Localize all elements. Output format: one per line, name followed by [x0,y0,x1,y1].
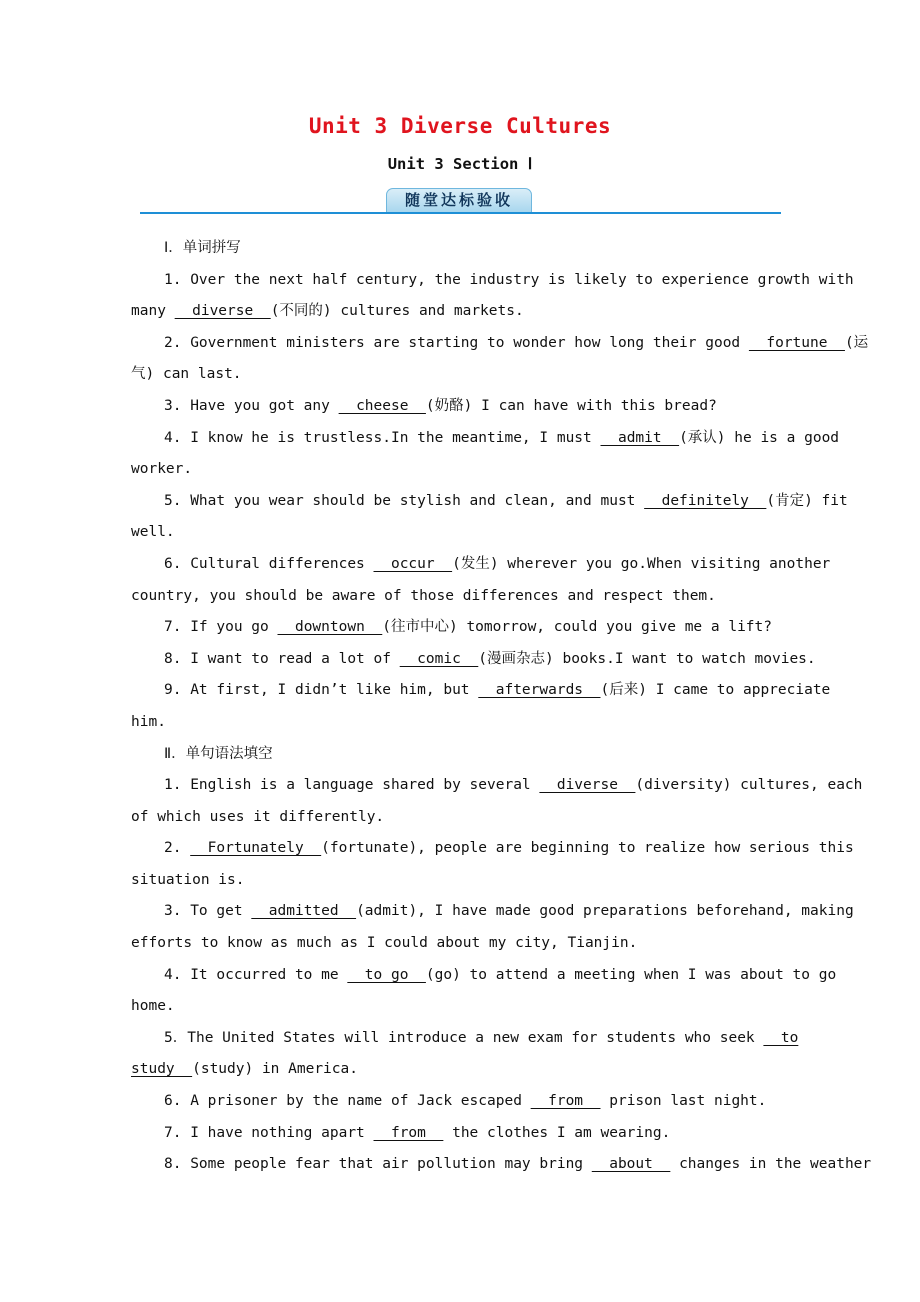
exercise-line [131,486,848,518]
answer-blank: fortune [748,334,845,351]
exercise-content [131,233,872,1181]
exercise-line [131,265,854,297]
document-title: Unit 3 Diverse Cultures [308,114,612,138]
exercise-line [131,1149,872,1181]
banner-tab: 随堂达标验收 [386,188,532,212]
exercise-line [131,1023,823,1055]
exercise-text: (admit), I have made good preparations beforehand, making [356,903,854,920]
exercise-text: 4. It occurred to me [164,966,348,983]
exercise-text: worker. [131,461,193,478]
answer-blank: diverse [539,777,636,794]
exercise-text: (study) in America. [192,1061,358,1078]
exercise-text: 5. What you wear should be stylish and clean, and must [164,492,645,509]
answer-blank: afterwards [478,682,601,699]
document-subtitle: Unit 3 Section Ⅰ [387,155,533,173]
exercise-line [131,359,823,391]
exercise-text: 气) can last. [131,366,242,383]
exercise-line [131,707,823,739]
answer-blank: Fortunately [190,840,322,857]
exercise-line [131,1054,823,1086]
exercise-text: 2. Government ministers are starting to wonder how long their good [164,334,749,351]
section-heading: Ⅱ．单句语法填空 [164,745,273,762]
exercise-text: home. [131,998,175,1015]
exercise-text: 7. I have nothing apart [164,1124,374,1141]
exercise-text: (漫画杂志) books.I want to watch movies. [478,650,816,667]
answer-blank: from [530,1093,601,1110]
exercise-line [131,960,837,992]
exercise-line [131,991,823,1023]
exercise-text: of which uses it differently. [131,808,385,825]
exercise-text: country, you should be aware of those differences and respect them. [131,587,716,604]
exercise-text: (diversity) cultures, each [635,777,863,794]
exercise-line [131,328,869,360]
answer-blank: to go [347,966,426,983]
exercise-line [131,391,823,423]
exercise-line [131,517,823,549]
exercise-line [131,612,823,644]
exercise-text: (奶酪) I can have with this bread? [425,397,717,414]
exercise-line [131,454,823,486]
answer-blank: to [763,1029,799,1046]
exercise-text: the clothes I am wearing. [443,1124,671,1141]
banner-divider [140,212,781,214]
exercise-text: 4. I know he is trustless.In the meantime, I must [164,429,601,446]
exercise-line [131,833,854,865]
exercise-line [131,1086,823,1118]
exercise-text: (运 [844,334,869,351]
answer-blank: cheese [338,397,426,414]
section-heading: Ⅰ．单词拼写 [164,240,241,256]
exercise-text: 7. If you go [164,619,278,636]
exercise-text: (go) to attend a meeting when I was about to go [425,966,837,983]
answer-blank: occur [373,555,453,572]
exercise-text: 3. Have you got any [164,397,339,414]
exercise-text: 6. Cultural differences [164,555,374,572]
answer-blank: definitely [644,492,767,509]
exercise-text: well. [131,524,175,541]
exercise-line [131,928,823,960]
exercise-line [131,896,854,928]
answer-blank: study [131,1061,193,1078]
exercise-text: 8. I want to read a lot of [164,650,400,667]
exercise-text: 2. [164,840,191,857]
exercise-line [131,865,823,897]
exercise-line [131,1118,823,1150]
exercise-line [131,581,823,613]
exercise-text: 1. English is a language shared by several [164,777,540,794]
exercise-line [131,770,863,802]
exercise-line [131,296,823,328]
exercise-text: (承认) he is a good [679,429,840,446]
exercise-text: him. [131,713,166,730]
exercise-text: (肯定) fit [766,492,848,509]
answer-blank: about [591,1156,671,1173]
exercise-line [131,675,831,707]
exercise-text: prison last night. [600,1093,767,1110]
exercise-text: changes in the weather [670,1156,872,1173]
exercise-text: (后来) I came to appreciate [600,682,831,699]
exercise-text: (不同的) cultures and markets. [270,303,524,320]
exercise-text: 9. At first, I didn’t like him, but [164,682,479,699]
exercise-text: 8. Some people fear that air pollution may bring [164,1156,592,1173]
exercise-text: many [131,303,175,320]
exercise-line [131,644,823,676]
exercise-line [131,423,840,455]
exercise-text: 6. A prisoner by the name of Jack escaped [164,1093,531,1110]
exercise-text: efforts to know as much as I could about my city, Tianjin. [131,935,638,952]
exercise-text: (往市中心) tomorrow, could you give me a lift? [382,619,772,636]
answer-blank: admit [600,429,680,446]
exercise-text: (发生) wherever you go.When visiting another [452,555,831,572]
exercise-line [131,549,831,581]
exercise-text: 3. To get [164,903,252,920]
exercise-text: (fortunate), people are beginning to realize how serious this [321,840,854,857]
exercise-text: situation is. [131,871,245,888]
exercise-line [131,802,823,834]
exercise-text: 5．The United States will introduce a new exam for students who seek [164,1029,764,1046]
answer-blank: diverse [174,303,271,320]
answer-blank: downtown [277,619,383,636]
answer-blank: comic [399,650,479,667]
exercise-text: 1. Over the next half century, the industry is likely to experience growth with [164,271,854,288]
answer-blank: from [373,1124,444,1141]
answer-blank: admitted [251,903,357,920]
